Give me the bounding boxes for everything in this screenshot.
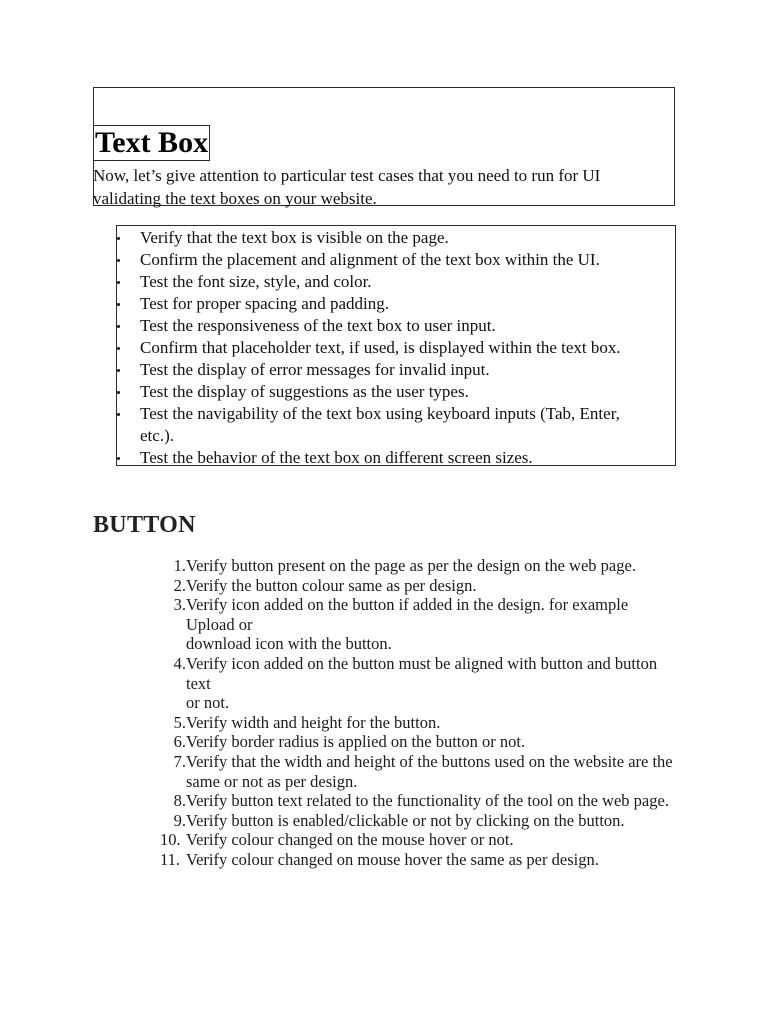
list-item-text: same or not as per design.	[186, 771, 358, 791]
list-item	[117, 227, 657, 249]
bullet-text: Test the navigability of the text box using keyboard inputs (Tab, Enter, etc.).	[140, 404, 620, 445]
bullet-icon	[117, 391, 120, 394]
list-item	[117, 337, 657, 359]
list-item	[117, 381, 657, 403]
bullet-icon	[117, 457, 120, 460]
bullet-icon	[117, 413, 120, 416]
bullet-text: Confirm the placement and alignment of the text box within the UI.	[140, 250, 600, 269]
list-item-text: Verify icon added on the button must be aligned with button and button text	[186, 653, 658, 693]
bullet-text: Confirm that placeholder text, if used, is displayed within the text box.	[140, 338, 621, 357]
list-item	[160, 576, 680, 596]
bullet-list	[117, 227, 657, 469]
list-item	[117, 403, 657, 447]
text-box-section	[93, 87, 675, 206]
bullet-icon	[117, 369, 120, 372]
list-item	[117, 271, 657, 293]
list-number: 7.	[173, 751, 186, 771]
text-box-test-cases	[116, 225, 676, 466]
list-item-text: Verify button is enabled/clickable or not by clicking on the button.	[186, 810, 625, 830]
bullet-icon	[117, 259, 120, 262]
list-item	[160, 732, 680, 752]
list-item-text: download icon with the button.	[186, 634, 392, 654]
list-number: 10.	[160, 830, 181, 850]
list-number: 5.	[173, 712, 186, 732]
list-item	[160, 752, 680, 791]
bullet-text: Test the behavior of the text box on different screen sizes.	[140, 448, 533, 467]
list-item	[160, 850, 680, 870]
list-number: 6.	[173, 732, 186, 752]
button-test-list	[160, 556, 680, 870]
list-item-text: Verify button present on the page as per the design on the web page.	[186, 556, 636, 575]
list-item	[117, 359, 657, 381]
list-number: 1.	[173, 556, 186, 575]
list-item-text: Verify width and height for the button.	[186, 712, 441, 732]
bullet-icon	[117, 237, 120, 240]
bullet-icon	[117, 347, 120, 350]
list-item	[160, 830, 680, 850]
bullet-text: Test for proper spacing and padding.	[140, 294, 390, 313]
bullet-text: Test the display of suggestions as the user types.	[140, 382, 469, 401]
list-number: 9.	[173, 810, 186, 830]
list-item-text: Verify border radius is applied on the button or not.	[186, 732, 526, 752]
list-number: 3.	[173, 595, 186, 615]
list-item	[160, 791, 680, 811]
list-item-text: Verify that the width and height of the buttons used on the website are the	[186, 751, 673, 771]
list-item	[160, 811, 680, 831]
list-number: 4.	[173, 653, 186, 673]
bullet-text: Verify that the text box is visible on the page.	[140, 228, 449, 247]
list-item-text: Verify button text related to the functionality of the tool on the web page.	[186, 791, 669, 811]
bullet-icon	[117, 325, 120, 328]
bullet-text: Test the font size, style, and color.	[140, 272, 372, 291]
list-number: 2.	[173, 575, 186, 595]
list-item	[160, 595, 680, 654]
list-item-text: Verify icon added on the button if added in the design. for example Upload or	[186, 595, 629, 634]
text-box-heading: Text Box	[95, 126, 209, 159]
list-item-text: or not.	[186, 693, 230, 713]
list-item	[117, 249, 657, 271]
list-item-text: Verify colour changed on mouse hover the same as per design.	[186, 849, 599, 869]
button-heading: BUTTON	[93, 512, 196, 538]
list-item-text: Verify the button colour same as per design.	[186, 575, 477, 595]
list-item	[160, 556, 680, 576]
list-item-text: Verify colour changed on the mouse hover or not.	[186, 830, 514, 850]
list-item	[160, 713, 680, 733]
list-item	[117, 447, 657, 469]
list-number: 8.	[173, 791, 186, 811]
list-number: 11.	[160, 849, 181, 869]
list-item	[117, 315, 657, 337]
bullet-text: Test the display of error messages for invalid input.	[140, 360, 490, 379]
bullet-icon	[117, 281, 120, 284]
text-box-intro: Now, let’s give attention to particular test cases that you need to run for UI validating the text boxes on your website.	[93, 166, 601, 208]
bullet-icon	[117, 303, 120, 306]
bullet-text: Test the responsiveness of the text box to user input.	[140, 316, 496, 335]
list-item	[160, 654, 680, 713]
list-item	[117, 293, 657, 315]
